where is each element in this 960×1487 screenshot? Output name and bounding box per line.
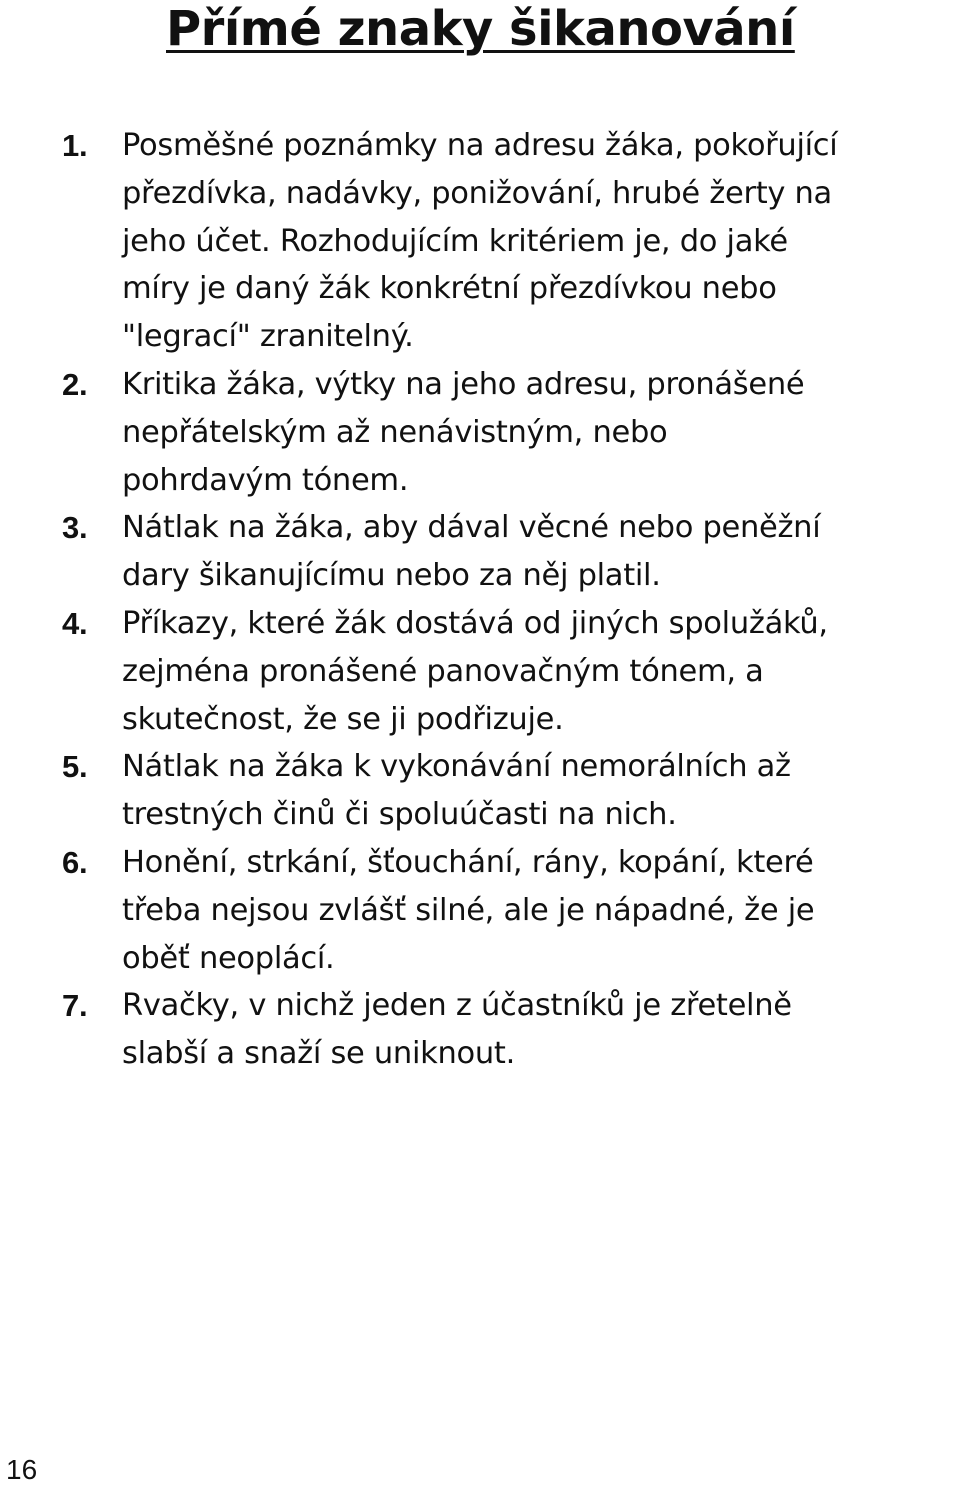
item-text: Posměšné poznámky na adresu žáka, pokořující přezdívka, nadávky, ponižování, hrubé žerty na jeho účet. Rozhodujícím kritériem je, do jaké míry je daný žák konkrétní přezdívkou nebo "legrací" zranitelný. xyxy=(122,128,838,355)
item-text: Honění, strkání, šťouchání, rány, kopání, které třeba nejsou zvlášť silné, ale je nápadné, že je oběť neoplácí. xyxy=(122,844,815,976)
item-text: Nátlak na žáka, aby dával věcné nebo peněžní dary šikanujícímu nebo za něj platil. xyxy=(122,510,821,594)
list-item xyxy=(0,600,838,743)
item-text: Kritika žáka, výtky na jeho adresu, pronášené nepřátelským až nenávistným, nebo pohrdavým tónem. xyxy=(122,366,805,498)
item-number: 5. xyxy=(62,749,88,785)
item-number: 2. xyxy=(62,366,88,402)
list-item xyxy=(0,122,838,361)
signs-list xyxy=(0,122,960,1078)
list-item xyxy=(0,982,838,1078)
list-item xyxy=(0,504,838,600)
page-title: Přímé znaky šikanování xyxy=(166,1,795,57)
page-number: 16 xyxy=(6,1454,38,1485)
item-number: 7. xyxy=(62,988,88,1024)
list-item xyxy=(0,743,838,839)
item-text: Nátlak na žáka k vykonávání nemorálních až trestných činů či spoluúčasti na nich. xyxy=(122,749,791,833)
item-text: Příkazy, které žák dostává od jiných spolužáků, zejména pronášené panovačným tónem, a skutečnost, že se ji podřizuje. xyxy=(122,605,828,737)
item-number: 3. xyxy=(62,510,88,546)
item-number: 4. xyxy=(62,605,88,641)
item-number: 1. xyxy=(62,128,88,163)
item-number: 6. xyxy=(62,844,88,880)
item-text: Rvačky, v nichž jeden z účastníků je zřetelně slabší a snaží se uniknout. xyxy=(122,988,792,1072)
list-item xyxy=(0,839,838,982)
list-item xyxy=(0,361,838,504)
